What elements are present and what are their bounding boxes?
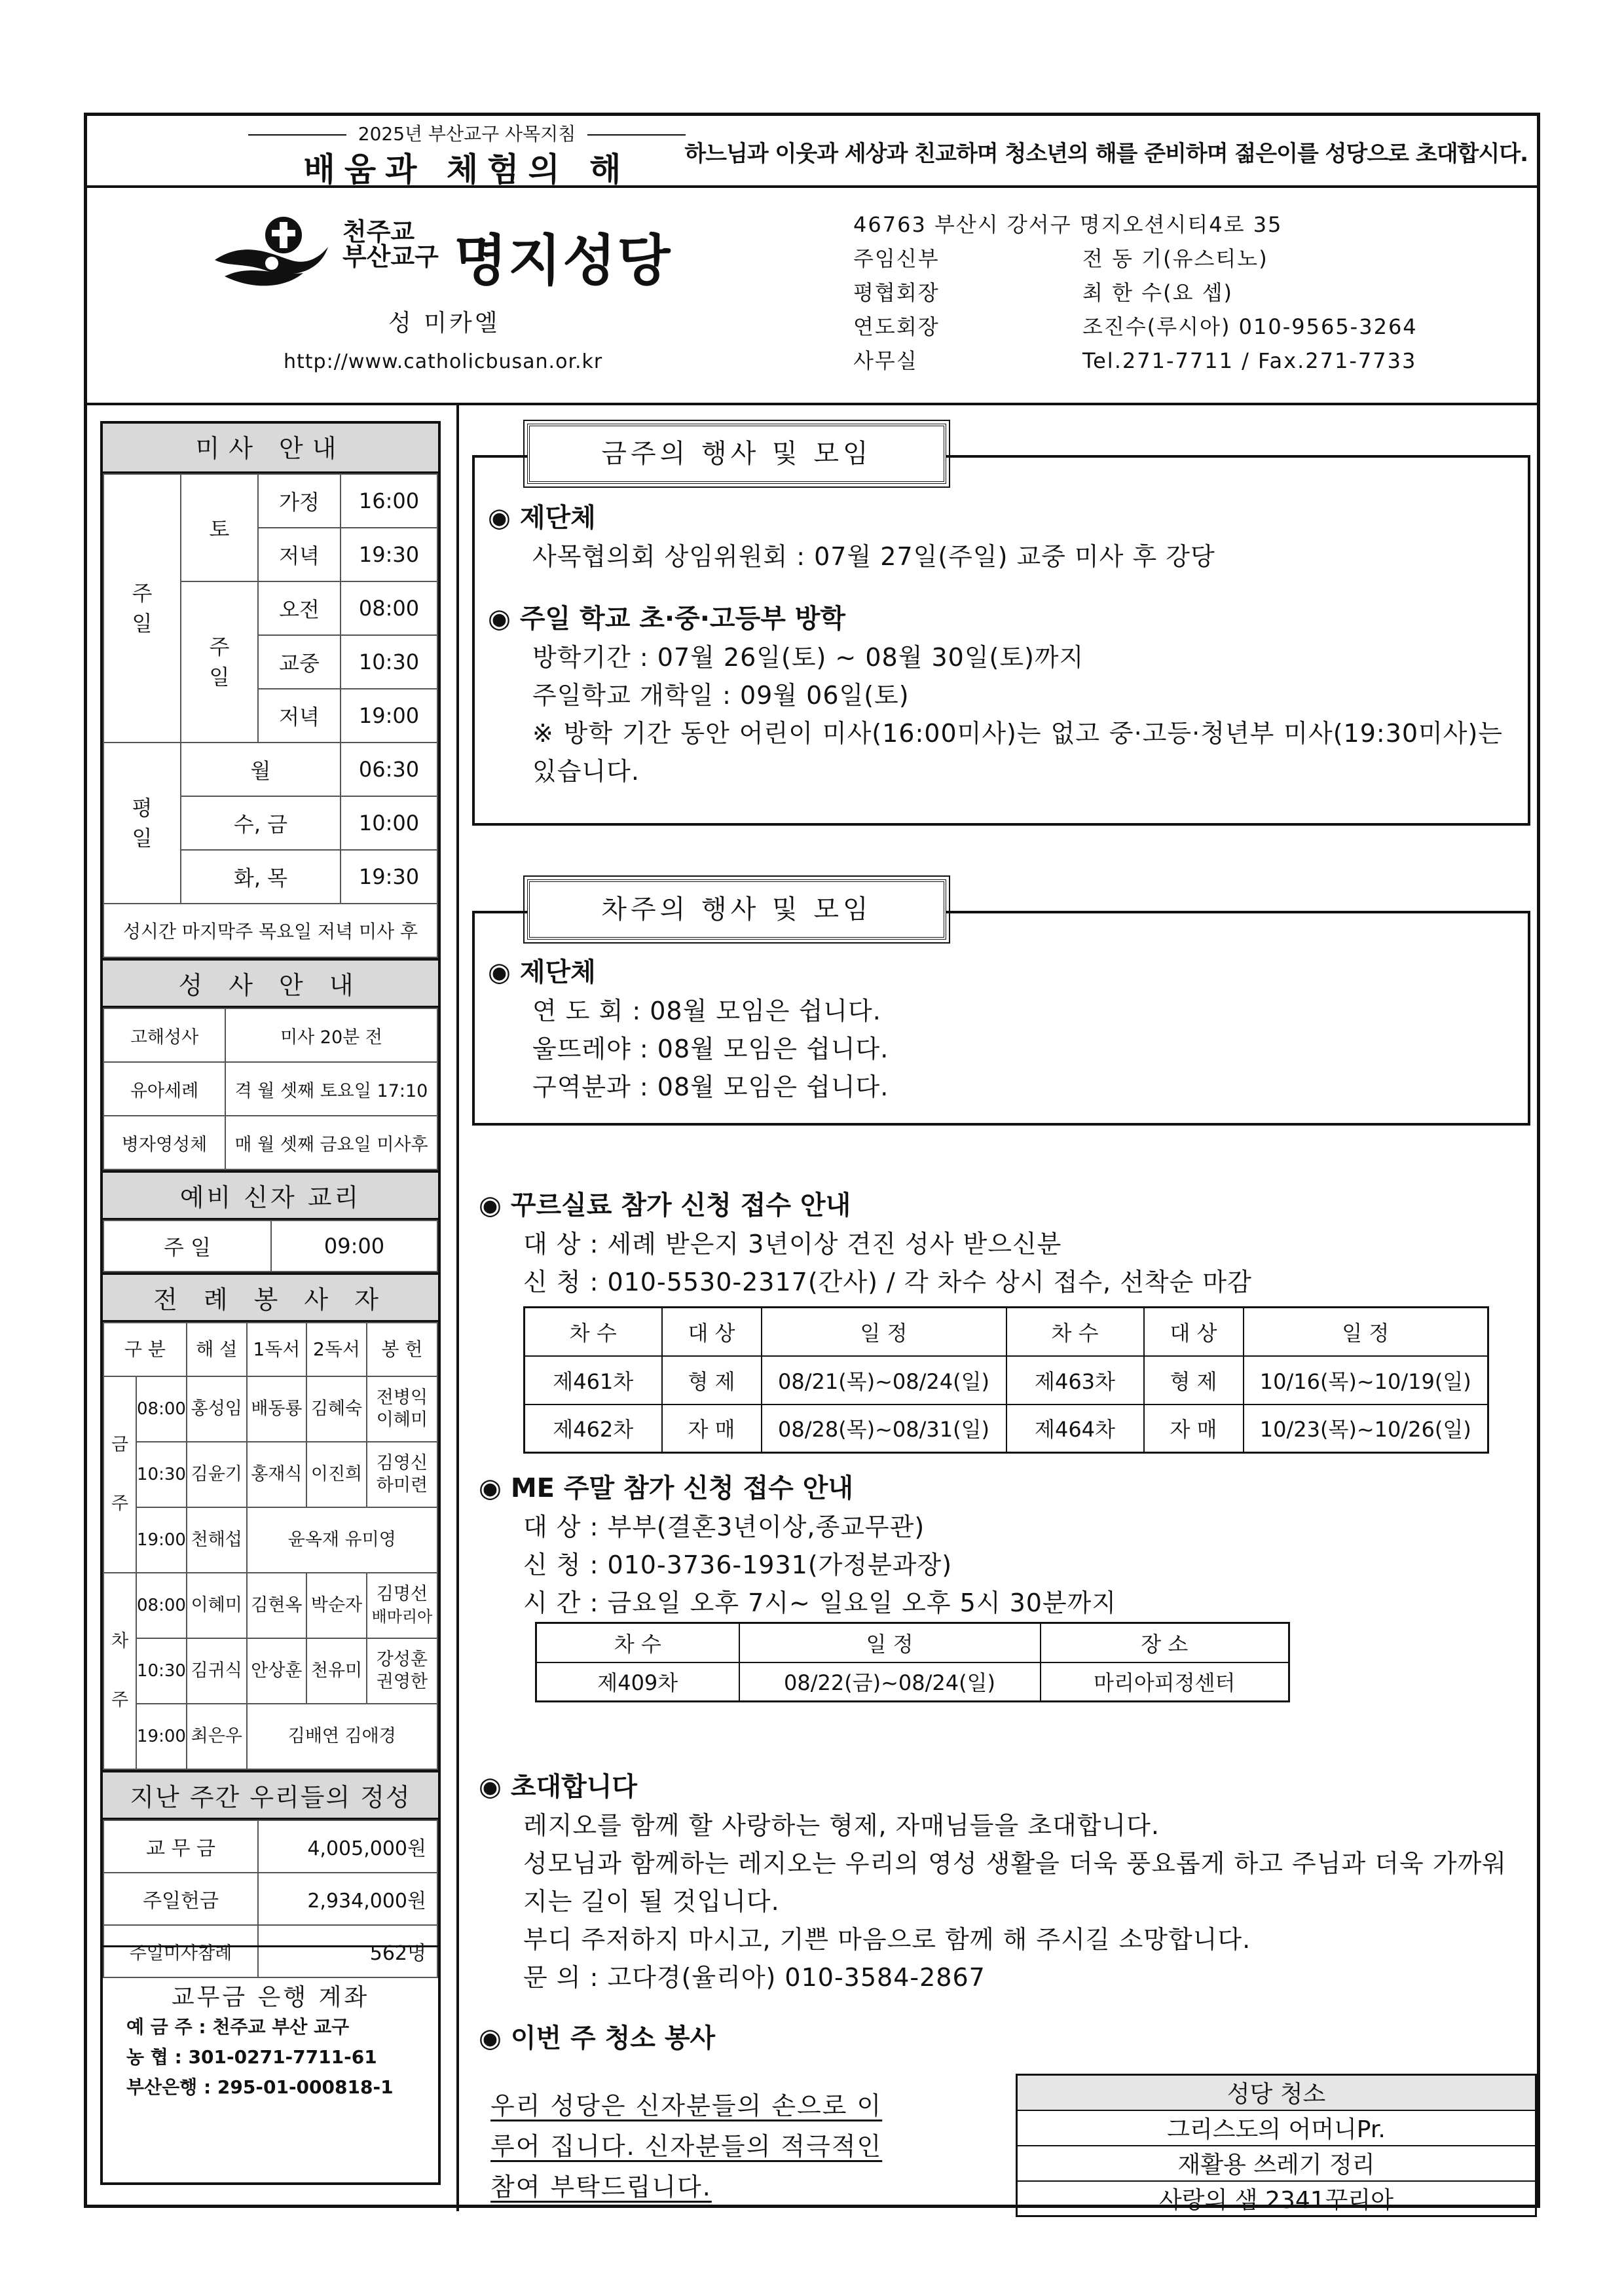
mass-label: 저녁 (258, 528, 341, 581)
next-week-items (488, 953, 1522, 1106)
sacraments-title: 성 사 안 내 (103, 958, 438, 1008)
patron-saint: 성 미카엘 (388, 310, 500, 337)
left-sidebar (100, 421, 441, 2185)
cleaning-cell: 사랑의 샘 2341꾸리아 (1017, 2181, 1536, 2216)
liturgy-servers-table (103, 1322, 438, 1770)
item-heading: ◉ ME 주말 참가 신청 접수 안내 (479, 1473, 854, 1503)
cleaning-header: 성당 청소 (1017, 2075, 1536, 2110)
cleaning-note: 우리 성당은 신자분들의 손으로 이루어 집니다. 신자분들의 적극적인 참여 부탁드립니다. (490, 2091, 883, 2201)
catechumen-label: 주 일 (103, 1221, 271, 1272)
me-table (535, 1622, 1290, 1702)
item-line: 대 상 : 세례 받은지 3년이상 견진 성사 받으신분 (523, 1230, 1062, 1258)
mass-label: 가정 (258, 474, 341, 528)
item-heading: ◉ 제단체 (488, 503, 596, 533)
item-line: 대 상 : 부부(결혼3년이상,종교무관) (523, 1513, 925, 1541)
item-line: 구역분과 : 08월 모임은 쉽니다. (532, 1073, 889, 1101)
cursillo-table (523, 1306, 1489, 1454)
this-week-box (472, 439, 1530, 826)
offering-value: 562명 (258, 1925, 437, 1977)
weekday-label: 평일 (103, 743, 181, 904)
church-header (87, 188, 1537, 405)
legion-row: 연도회장 조진수(루시아) 010-9565-3264 (853, 314, 1418, 339)
server-offering: 강성훈 권영한 (367, 1638, 437, 1704)
this-week-items (488, 498, 1522, 790)
table-cell: 형 제 (1144, 1356, 1244, 1405)
cleaning-cell: 그리스도의 어머니Pr. (1017, 2110, 1536, 2146)
offering-label: 주일헌금 (103, 1873, 258, 1925)
sacrament-label: 병자영성체 (103, 1116, 225, 1169)
mass-label: 오전 (258, 581, 341, 635)
servers-header: 구 분 (103, 1323, 187, 1376)
cursillo-section (479, 1186, 1526, 1454)
mass-label: 저녁 (258, 689, 341, 743)
cleaning-table (1016, 2074, 1537, 2217)
table-cell: 형 제 (662, 1356, 762, 1405)
mass-time: 10:00 (341, 796, 437, 850)
servers-header: 2독서 (306, 1323, 367, 1376)
item-line: 부디 주저하지 마시고, 기쁜 마음으로 함께 해 주시길 소망합니다. (523, 1925, 1251, 1954)
sacrament-label: 고해성사 (103, 1008, 225, 1062)
main-content (456, 405, 1537, 2214)
item-heading: ◉ 꾸르실료 참가 신청 접수 안내 (479, 1190, 851, 1221)
mass-label: 교중 (258, 635, 341, 689)
server-time: 08:00 (136, 1376, 187, 1442)
header-motto-bar (87, 116, 1537, 188)
bank-title: 교무금 은행 계좌 (171, 1984, 370, 2011)
catechumen-table (103, 1220, 438, 1272)
table-cell: 08/28(목)~08/31(일) (762, 1405, 1006, 1453)
table-row (525, 1405, 1488, 1453)
item-heading: ◉ 주일 학교 초·중·고등부 방학 (488, 604, 846, 634)
catechumen-title: 예비 신자 교리 (103, 1170, 438, 1220)
website-link[interactable]: http://www.catholicbusan.or.kr (284, 350, 603, 373)
table-header: 대 상 (1144, 1308, 1244, 1356)
item-line: 성모님과 함께하는 레지오는 우리의 영성 생활을 더욱 풍요롭게 하고 주님과 더욱 가까워지는 길이 될 것입니다. (523, 1849, 1507, 1916)
offering-value: 2,934,000원 (258, 1873, 437, 1925)
server-name: 이진희 (306, 1442, 367, 1507)
item-line: 사목협의회 상임위원회 : 07월 27일(주일) 교중 미사 후 강당 (532, 542, 1215, 571)
item-heading: ◉ 이번 주 청소 봉사 (479, 2023, 716, 2053)
church-logo-icon (212, 214, 329, 293)
offering-label: 교 무 금 (103, 1820, 258, 1873)
server-time: 10:30 (136, 1638, 187, 1704)
motto-year: 2025년 부산교구 사목지침 (205, 120, 729, 146)
item-line: 시 간 : 금요일 오후 7시~ 일요일 오후 5시 30분까지 (523, 1588, 1117, 1617)
liturgy-servers-title: 전 례 봉 사 자 (103, 1272, 438, 1322)
server-name: 최은우 (187, 1704, 247, 1769)
item-line: 방학기간 : 07월 26일(토) ~ 08월 30일(토)까지 (532, 643, 1084, 672)
motto-title: 배움과 체험의 해 (303, 151, 631, 189)
server-name: 김혜숙 (306, 1376, 367, 1442)
servers-header: 1독서 (247, 1323, 307, 1376)
invite-section (479, 1767, 1526, 1996)
sunday-label: 주일 (103, 474, 181, 743)
table-cell: 제463차 (1006, 1356, 1144, 1405)
item-heading: ◉ 초대합니다 (479, 1772, 638, 1802)
office-row: 사무실 Tel.271-7711 / Fax.271-7733 (853, 348, 1417, 373)
server-offering: 김영신 하미련 (367, 1442, 437, 1507)
mass-time: 10:30 (341, 635, 437, 689)
mass-schedule-table (103, 473, 438, 958)
cleaning-cell: 재활용 쓰레기 정리 (1017, 2146, 1536, 2181)
item-line: 연 도 회 : 08월 모임은 쉽니다. (532, 997, 881, 1025)
table-header: 일 정 (762, 1308, 1006, 1356)
server-name: 박순자 (306, 1573, 367, 1638)
server-offering: 전병익 이혜미 (367, 1376, 437, 1442)
mass-label: 수, 금 (181, 796, 341, 850)
table-row (536, 1662, 1289, 1702)
table-cell: 10/16(목)~10/19(일) (1244, 1356, 1488, 1405)
sunday-day-label: 주일 (181, 581, 258, 743)
servers-header: 봉 헌 (367, 1323, 437, 1376)
sacrament-value: 매 월 셋째 금요일 미사후 (225, 1116, 437, 1169)
mass-time: 19:00 (341, 689, 437, 743)
pastor-row: 주임신부 전 동 기(유스티노) (853, 246, 1268, 271)
mass-time: 06:30 (341, 743, 437, 796)
council-row: 평협회장 최 한 수(요 셉) (853, 280, 1234, 305)
table-cell: 자 매 (1144, 1405, 1244, 1453)
table-header: 차 수 (536, 1623, 739, 1662)
item-line: 레지오를 함께 할 사랑하는 형제, 자매님들을 초대합니다. (523, 1811, 1160, 1840)
item-line: 문 의 : 고다경(율리아) 010-3584-2867 (523, 1963, 986, 1992)
church-diocese (342, 219, 447, 269)
offering-label: 주일미사참례 (103, 1925, 258, 1977)
table-header: 차 수 (1006, 1308, 1144, 1356)
this-week-label: 금주 (103, 1376, 136, 1573)
bulletin-page (84, 113, 1540, 2214)
item-line: 주일학교 개학일 : 09월 06일(토) (532, 681, 910, 710)
church-busan-diocese: 부산교구 (342, 242, 439, 271)
server-name: 김현옥 (247, 1573, 307, 1638)
mass-label: 월 (181, 743, 341, 796)
next-week-box (472, 894, 1530, 1126)
church-contact-info (853, 208, 1418, 378)
server-name: 이혜미 (187, 1573, 247, 1638)
item-line: 신 청 : 010-5530-2317(간사) / 각 차수 상시 접수, 선착순 마감 (523, 1268, 1252, 1296)
me-section (479, 1469, 1526, 1702)
mass-time: 08:00 (341, 581, 437, 635)
sacraments-table (103, 1008, 438, 1170)
mass-label: 화, 목 (181, 850, 341, 904)
server-time: 10:30 (136, 1442, 187, 1507)
mass-time: 19:30 (341, 850, 437, 904)
slogan: 하느님과 이웃과 세상과 친교하며 청소년의 해를 준비하며 젊은이를 성당으로 초대합시다. (684, 141, 1528, 167)
table-header: 대 상 (662, 1308, 762, 1356)
server-name: 김귀식 (187, 1638, 247, 1704)
item-heading: ◉ 제단체 (488, 957, 596, 987)
server-time: 19:00 (136, 1507, 187, 1573)
table-row (525, 1356, 1488, 1405)
table-header: 장 소 (1041, 1623, 1289, 1662)
table-cell: 자 매 (662, 1405, 762, 1453)
server-name: 홍성임 (187, 1376, 247, 1442)
sacrament-label: 유아세례 (103, 1062, 225, 1116)
server-time: 08:00 (136, 1573, 187, 1638)
server-time: 19:00 (136, 1704, 187, 1769)
cleaning-section (479, 2019, 1526, 2058)
offering-value: 4,005,000원 (258, 1820, 437, 1873)
table-cell: 제409차 (536, 1662, 739, 1702)
table-cell: 08/21(목)~08/24(일) (762, 1356, 1006, 1405)
table-header: 일 정 (739, 1623, 1041, 1662)
item-line: 울뜨레야 : 08월 모임은 쉽니다. (532, 1035, 889, 1063)
offering-title: 지난 주간 우리들의 정성 (103, 1770, 438, 1820)
account-nh: 농 협 : 301-0271-7711-61 (126, 2046, 377, 2068)
address: 46763 부산시 강서구 명지오션시티4로 35 (853, 212, 1283, 237)
server-name: 천해섭 (187, 1507, 247, 1573)
table-cell: 제464차 (1006, 1405, 1144, 1453)
mass-time: 16:00 (341, 474, 437, 528)
server-name: 안상훈 (247, 1638, 307, 1704)
bank-account-box (103, 1945, 438, 2182)
table-cell: 제462차 (525, 1405, 662, 1453)
item-line: ※ 방학 기간 동안 어린이 미사(16:00미사)는 없고 중·고등·청년부 미사(19:30미사)는 있습니다. (532, 719, 1503, 786)
table-cell: 08/22(금)~08/24(일) (739, 1662, 1041, 1702)
holy-hour-note: 성시간 마지막주 목요일 저녁 미사 후 (103, 904, 437, 957)
server-name: 김윤기 (187, 1442, 247, 1507)
table-cell: 10/23(목)~10/26(일) (1244, 1405, 1488, 1453)
sacrament-value: 미사 20분 전 (225, 1008, 437, 1062)
church-name: 명지성당 (454, 229, 672, 293)
table-cell: 제461차 (525, 1356, 662, 1405)
servers-header: 해 설 (187, 1323, 247, 1376)
next-week-title: 차주의 행사 및 모임 (527, 879, 946, 940)
item-line: 신 청 : 010-3736-1931(가정분과장) (523, 1551, 953, 1579)
sacrament-value: 격 월 셋째 토요일 17:10 (225, 1062, 437, 1116)
next-week-label: 차주 (103, 1573, 136, 1769)
server-names: 윤옥재 유미영 (247, 1507, 437, 1573)
table-header: 차 수 (525, 1308, 662, 1356)
church-catholic: 천주교 (342, 217, 415, 246)
server-names: 김배연 김애경 (247, 1704, 437, 1769)
saturday-label: 토 (181, 474, 258, 581)
server-name: 배동룡 (247, 1376, 307, 1442)
server-offering: 김명선 배마리아 (367, 1573, 437, 1638)
account-holder: 예 금 주 : 천주교 부산 교구 (126, 2016, 350, 2038)
server-name: 천유미 (306, 1638, 367, 1704)
server-name: 홍재식 (247, 1442, 307, 1507)
this-week-title: 금주의 행사 및 모임 (527, 424, 946, 484)
table-header: 일 정 (1244, 1308, 1488, 1356)
table-cell: 마리아피정센터 (1041, 1662, 1289, 1702)
mass-schedule-title: 미사 안내 (103, 424, 438, 473)
catechumen-time: 09:00 (271, 1221, 437, 1272)
account-busan: 부산은행 : 295-01-000818-1 (126, 2076, 394, 2098)
mass-time: 19:30 (341, 528, 437, 581)
